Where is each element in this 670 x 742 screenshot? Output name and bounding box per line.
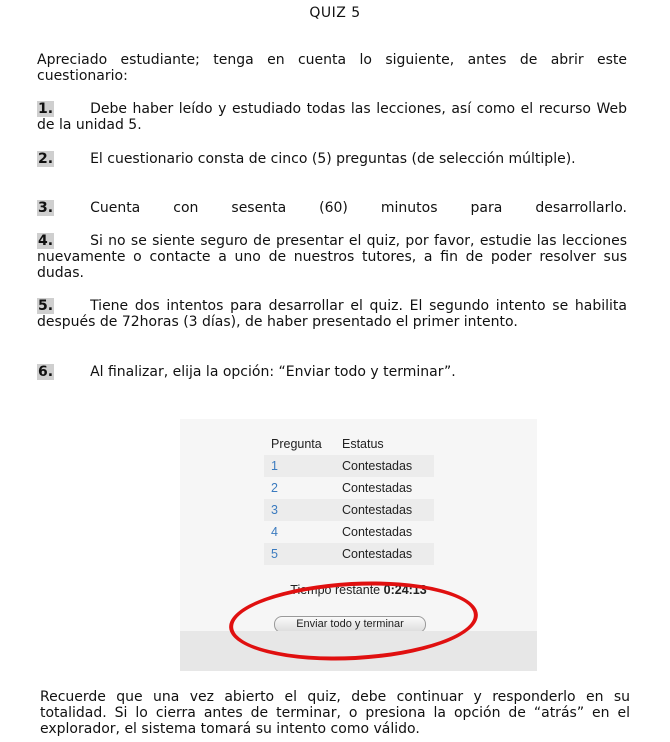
time-label: Tiempo restante [290,583,384,597]
item-text: Si no se siente seguro de presentar el quiz, por favor, estudie las lecciones nuevamente o contacte a uno de nuestros tutores, a fin de poder resolver sus dudas. [37,233,627,281]
table-row [264,499,434,521]
quiz-navigation-panel [180,419,537,671]
item-number: 4. [38,233,54,249]
item-number: 3. [38,200,54,216]
intro-paragraph: Apreciado estudiante; tenga en cuenta lo siguiente, antes de abrir este cuestionario: [37,52,627,84]
table-header [264,433,434,455]
item-number: 6. [38,364,54,380]
question-link[interactable]: 3 [271,503,278,517]
question-link[interactable]: 1 [271,459,278,473]
table-row [264,521,434,543]
question-link[interactable]: 4 [271,525,278,539]
question-status: Contestadas [342,481,413,495]
item-text: Al finalizar, elija la opción: “Enviar todo y terminar”. [90,364,456,380]
question-status: Contestadas [342,525,413,539]
item-text: El cuestionario consta de cinco (5) preguntas (de selección múltiple). [90,151,576,167]
submit-all-button[interactable]: Enviar todo y terminar [274,616,426,633]
item-number: 1. [38,101,54,117]
item-text: Debe haber leído y estudiado todas las lecciones, así como el recurso Web de la unidad 5. [37,101,627,133]
header-question: Pregunta [271,437,322,451]
question-status: Contestadas [342,459,413,473]
question-status-table [264,433,434,565]
question-status: Contestadas [342,547,413,561]
instruction-item-5 [37,298,627,330]
table-row [264,543,434,565]
question-link[interactable]: 2 [271,481,278,495]
header-status: Estatus [342,437,384,451]
item-text: Tiene dos intentos para desarrollar el quiz. El segundo intento se habilita después de 72horas (3 días), de haber presentado el primer intento. [37,298,627,330]
document-title: QUIZ 5 [309,5,361,21]
instruction-item-3 [37,200,627,216]
question-link[interactable]: 5 [271,547,278,561]
item-number: 2. [38,151,54,167]
panel-footer [180,631,537,671]
footer-note: Recuerde que una vez abierto el quiz, debe continuar y responderlo en su totalidad. Si lo cierra antes de terminar, o presiona la opción de “atrás” en el explorador, el sistema tomará su intento como válido. [40,689,630,737]
instruction-item-2 [37,151,627,167]
table-row [264,455,434,477]
question-status: Contestadas [342,503,413,517]
item-text: Cuenta con sesenta (60) minutos para desarrollarlo. [90,200,627,216]
instruction-item-4 [37,233,627,281]
table-row [264,477,434,499]
time-value: 0:24:13 [383,583,427,597]
instruction-item-6 [37,364,627,380]
instruction-item-1 [37,101,627,133]
item-number: 5. [38,298,54,314]
time-remaining [180,583,537,597]
